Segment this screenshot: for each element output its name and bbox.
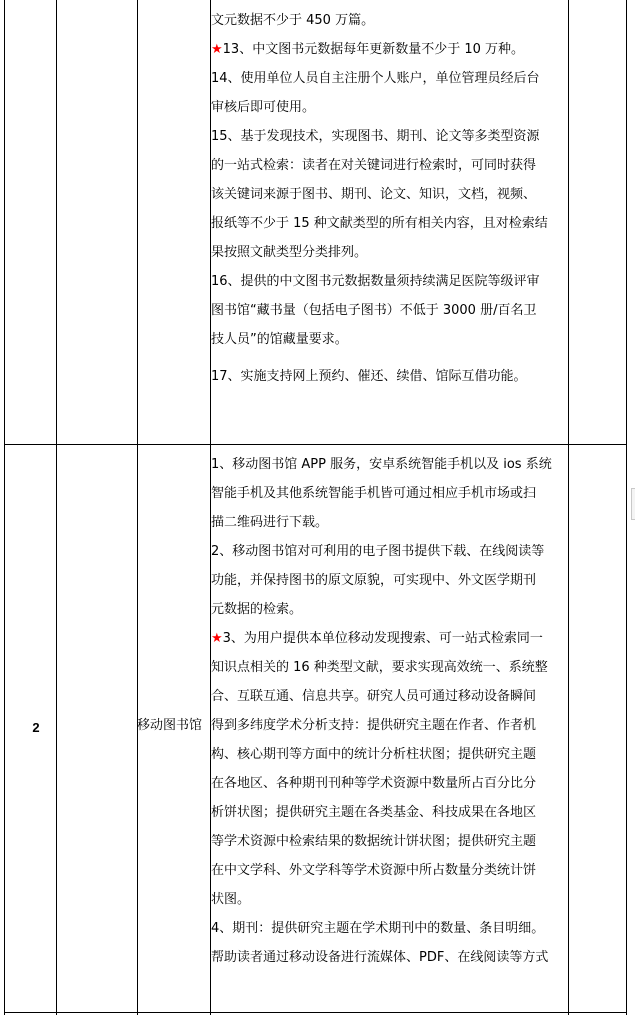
table-bottom-border: [4, 1012, 627, 1013]
paragraph-line: 15、基于发现技术，实现图书、期刊、论文等多类型资源: [211, 129, 540, 144]
paragraph-line: 果按照文献类型分类排列。: [211, 245, 368, 260]
paragraph-line: 状图。: [211, 892, 251, 907]
table-border-left: [4, 0, 5, 1015]
paragraph-line: 技人员”的馆藏量要求。: [211, 332, 348, 347]
paragraph-line: 元数据的检索。: [211, 602, 303, 617]
row-1-content-cell: [211, 6, 568, 391]
paragraph-line: 13、中文图书元数据每年更新数量不少于 10 万种。: [222, 42, 525, 57]
paragraph-line: 帮助读者通过移动设备进行流媒体、PDF、在线阅读等方式: [211, 950, 549, 965]
requirement-paragraph: [211, 537, 568, 624]
requirement-paragraph: [211, 267, 568, 354]
paragraph-line: 14、使用单位人员自主注册个人账户，单位管理员经后台: [211, 71, 540, 86]
requirement-paragraph: [211, 354, 568, 391]
requirement-paragraph: [211, 64, 568, 122]
paragraph-line: 17、实施支持网上预约、催还、续借、馆际互借功能。: [211, 369, 527, 384]
row-2-name: 移动图书馆: [137, 718, 203, 733]
scroll-handle[interactable]: [631, 488, 635, 520]
paragraph-line: 文元数据不少于 450 万篇。: [211, 13, 375, 28]
requirement-paragraph: [211, 624, 568, 914]
column-divider-2: [137, 0, 138, 1015]
row-2-content-cell: [211, 450, 568, 972]
paragraph-line: 该关键词来源于图书、期刊、论文、知识，文档，视频、: [211, 187, 537, 202]
paragraph-line: 1、移动图书馆 APP 服务，安卓系统智能手机以及 ios 系统: [211, 457, 552, 472]
paragraph-line: 等学术资源中检索结果的数据统计饼状图；提供研究主题: [211, 834, 537, 849]
paragraph-line: 描二维码进行下载。: [211, 515, 329, 530]
table-border-right: [626, 0, 627, 1015]
paragraph-line: 智能手机及其他系统智能手机皆可通过相应手机市场或扫: [211, 486, 537, 501]
requirement-paragraph: [211, 122, 568, 267]
paragraph-line: 知识点相关的 16 种类型文献，要求实现高效统一、系统整: [211, 660, 548, 675]
paragraph-line: 析饼状图；提供研究主题在各类基金、科技成果在各地区: [211, 805, 537, 820]
paragraph-line: 的一站式检索：读者在对关键词进行检索时，可同时获得: [211, 158, 537, 173]
column-divider-1: [56, 0, 57, 1015]
paragraph-line: 构、核心期刊等方面中的统计分析柱状图；提供研究主题: [211, 747, 537, 762]
paragraph-line: 4、期刊：提供研究主题在学术期刊中的数量、条目明细。: [211, 921, 545, 936]
paragraph-line: 审核后即可使用。: [211, 100, 316, 115]
paragraph-line: 在各地区、各种期刊刊种等学术资源中数量所占百分比分: [211, 776, 537, 791]
paragraph-line: 得到多纬度学术分析支持：提供研究主题在作者、作者机: [211, 718, 537, 733]
paragraph-line: 功能，并保持图书的原文原貌，可实现中、外文医学期刊: [211, 573, 537, 588]
requirement-paragraph: [211, 6, 568, 35]
column-divider-4: [568, 0, 569, 1015]
paragraph-line: 图书馆“藏书量（包括电子图书）不低于 3000 册/百名卫: [211, 303, 537, 318]
paragraph-line: 3、为用户提供本单位移动发现搜索、可一站式检索同一: [222, 631, 543, 646]
star-icon: ★: [211, 631, 223, 646]
paragraph-line: 16、提供的中文图书元数据数量须持续满足医院等级评审: [211, 274, 540, 289]
row-divider: [4, 444, 627, 445]
star-icon: ★: [211, 42, 223, 57]
requirement-paragraph: [211, 35, 568, 64]
paragraph-line: 2、移动图书馆对可利用的电子图书提供下载、在线阅读等: [211, 544, 545, 559]
requirement-paragraph: [211, 450, 568, 537]
row-2-number: 2: [32, 720, 40, 735]
paragraph-line: 报纸等不少于 15 种文献类型的所有相关内容，且对检索结: [211, 216, 548, 231]
paragraph-line: 在中文学科、外文学科等学术资源中所占数量分类统计饼: [211, 863, 537, 878]
paragraph-line: 合、互联互通、信息共享。研究人员可通过移动设备瞬间: [211, 689, 537, 704]
requirement-paragraph: [211, 914, 568, 972]
